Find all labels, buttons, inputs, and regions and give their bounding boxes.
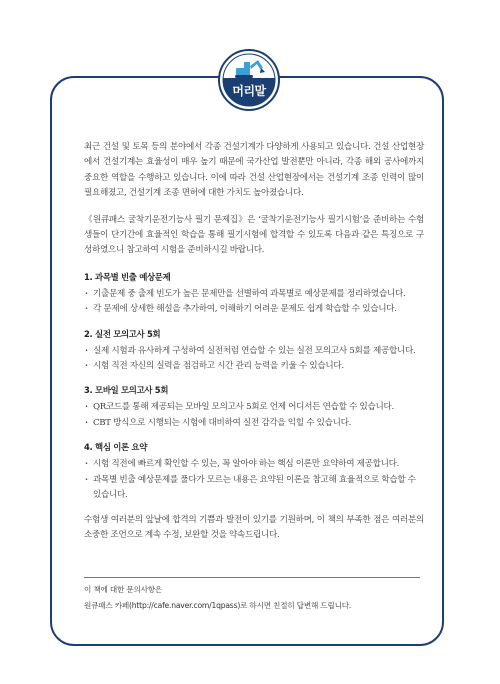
section-title: 4. 핵심 이론 요약 [84, 442, 147, 453]
excavator-icon [217, 48, 281, 112]
bullet-list [84, 400, 424, 431]
bullet-item: · 실제 시험과 유사하게 구성하여 실전처럼 연습할 수 있는 실전 모의고사 5회를 제공합니다. [84, 344, 424, 359]
section-title: 2. 실전 모의고사 5회 [84, 328, 161, 339]
inquiry-line-1: 이 책에 대한 문의사항은 [84, 585, 162, 594]
intro-paragraph-1: 최근 건설 및 토목 등의 분야에서 각종 건설기계가 다양하게 사용되고 있습니다. 건설 산업현장에서 건설기계는 효율성이 매우 높기 때문에 국가산업 발전뿐만 아니라, 각종 해외 공사에까지 중요한 역할을 수행하고 있습니다. 이에 따라 건설 산업현장에서는 건설기계 조종 인력이 많이 필요해졌고, 건설기계 조종 면허에 대한 가치도 높아졌습니다. [84, 142, 424, 199]
feature-section-4 [84, 440, 424, 503]
inquiry-note [84, 582, 424, 614]
preface-body [84, 140, 424, 554]
inquiry-line-2: 원큐패스 카페(http://cafe.naver.com/1qpass)로 하시면 친절히 답변해 드립니다. [84, 601, 352, 610]
badge-title: 머리말 [232, 84, 266, 98]
bullet-list [84, 287, 424, 318]
header-badge [217, 48, 281, 112]
bullet-item: · 시험 직전 자신의 실력을 점검하고 시간 관리 능력을 키울 수 있습니다. [84, 359, 424, 374]
feature-section-2 [84, 327, 424, 375]
feature-section-3 [84, 383, 424, 431]
footer-divider [84, 577, 420, 578]
section-title: 1. 과목별 빈출 예상문제 [84, 271, 171, 282]
intro-paragraph-2: 《원큐패스 굴착기운전기능사 필기 문제집》은 ‘굴착기운전기능사 필기시험’을 준비하는 수험생들이 단기간에 효율적인 학습을 통해 필기시험에 합격할 수 있도록 다음과 같은 특징으로 구성하였으니 참고하여 시험을 준비하시길 바랍니다. [84, 214, 424, 256]
bullet-list [84, 457, 424, 503]
bullet-item: · 과목별 빈출 예상문제를 풀다가 모르는 내용은 요약된 이론을 참고해 효율적으로 학습할 수 있습니다. [84, 473, 424, 504]
bullet-item: · 기출문제 중 출제 빈도가 높은 문제만을 선별하여 과목별로 예상문제를 정리하였습니다. [84, 287, 424, 302]
feature-section-1 [84, 270, 424, 318]
bullet-list [84, 344, 424, 375]
bullet-item: · CBT 방식으로 시행되는 시험에 대비하여 실전 감각을 익힐 수 있습니다. [84, 416, 424, 431]
bullet-item: · 각 문제에 상세한 해설을 추가하여, 이해하기 어려운 문제도 쉽게 학습할 수 있습니다. [84, 302, 424, 317]
closing-paragraph: 수험생 여러분의 앞날에 합격의 기쁨과 발전이 있기를 기원하며, 이 책의 부족한 점은 여러분의 소중한 조언으로 계속 수정, 보완할 것을 약속드립니다. [84, 514, 424, 540]
bullet-item: · 시험 직전에 빠르게 확인할 수 있는, 꼭 알아야 하는 핵심 이론만 요약하여 제공합니다. [84, 457, 424, 472]
bullet-item: · QR코드를 통해 제공되는 모바일 모의고사 5회로 언제 어디서든 연습할 수 있습니다. [84, 400, 424, 415]
section-title: 3. 모바일 모의고사 5회 [84, 385, 169, 396]
